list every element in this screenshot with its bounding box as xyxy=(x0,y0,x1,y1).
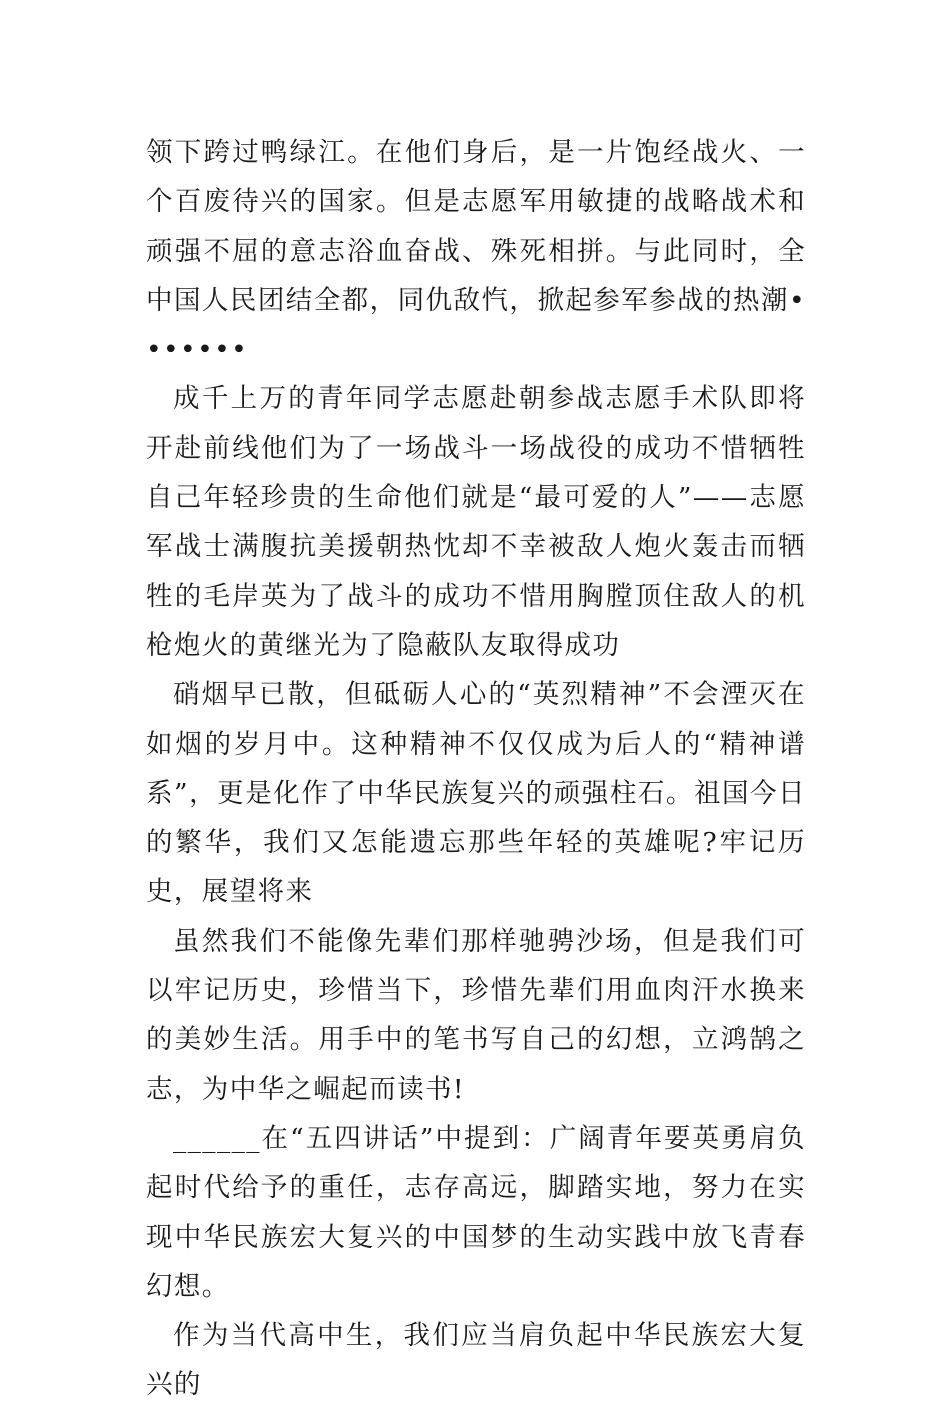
paragraph-high-school-students: 作为当代高中生，我们应当肩负起中华民族宏大复兴的 xyxy=(146,1320,806,1401)
paragraph-remember-history: 虽然我们不能像先辈们那样驰骋沙场，但是我们可以牢记历史，珍惜当下，珍惜先辈们用血肉汗水换来的美妙生活。用手中的笔书写自己的幻想，立鸿鹄之志，为中华之崛起而读书! xyxy=(146,925,806,1105)
paragraph-may-fourth-speech: ______在“五四讲话”中提到：广阔青年要英勇肩负起时代给予的重任，志存高远，脚踏实地，努力在实现中华民族宏大复兴的中国梦的生动实践中放飞青春幻想。 xyxy=(146,1122,806,1302)
document-body xyxy=(146,128,806,1410)
paragraph-continuation: 领下跨过鸭绿江。在他们身后，是一片饱经战火、一个百废待兴的国家。但是志愿军用敏捷的战略战术和顽强不屈的意志浴血奋战、殊死相拼。与此同时，全中国人民团结全都，同仇敌忾，掀起参军参战的热潮••••••• xyxy=(146,137,806,366)
paragraph-spirit: 硝烟早已散，但砥砺人心的“英烈精神”不会湮灭在如烟的岁月中。这种精神不仅仅成为后人的“精神谱系”，更是化作了中华民族复兴的顽强柱石。祖国今日的繁华，我们又怎能遗忘那些年轻的英雄呢?牢记历史，展望将来 xyxy=(146,679,806,908)
paragraph-heroes: 成千上万的青年同学志愿赴朝参战志愿手术队即将开赴前线他们为了一场战斗一场战役的成功不惜牺牲自己年轻珍贵的生命他们就是“最可爱的人”——志愿军战士满腹抗美援朝热忱却不幸被敌人炮火轰击而牺牲的毛岸英为了战斗的成功不惜用胸膛顶住敌人的机枪炮火的黄继光为了隐蔽队友取得成功 xyxy=(146,383,806,661)
